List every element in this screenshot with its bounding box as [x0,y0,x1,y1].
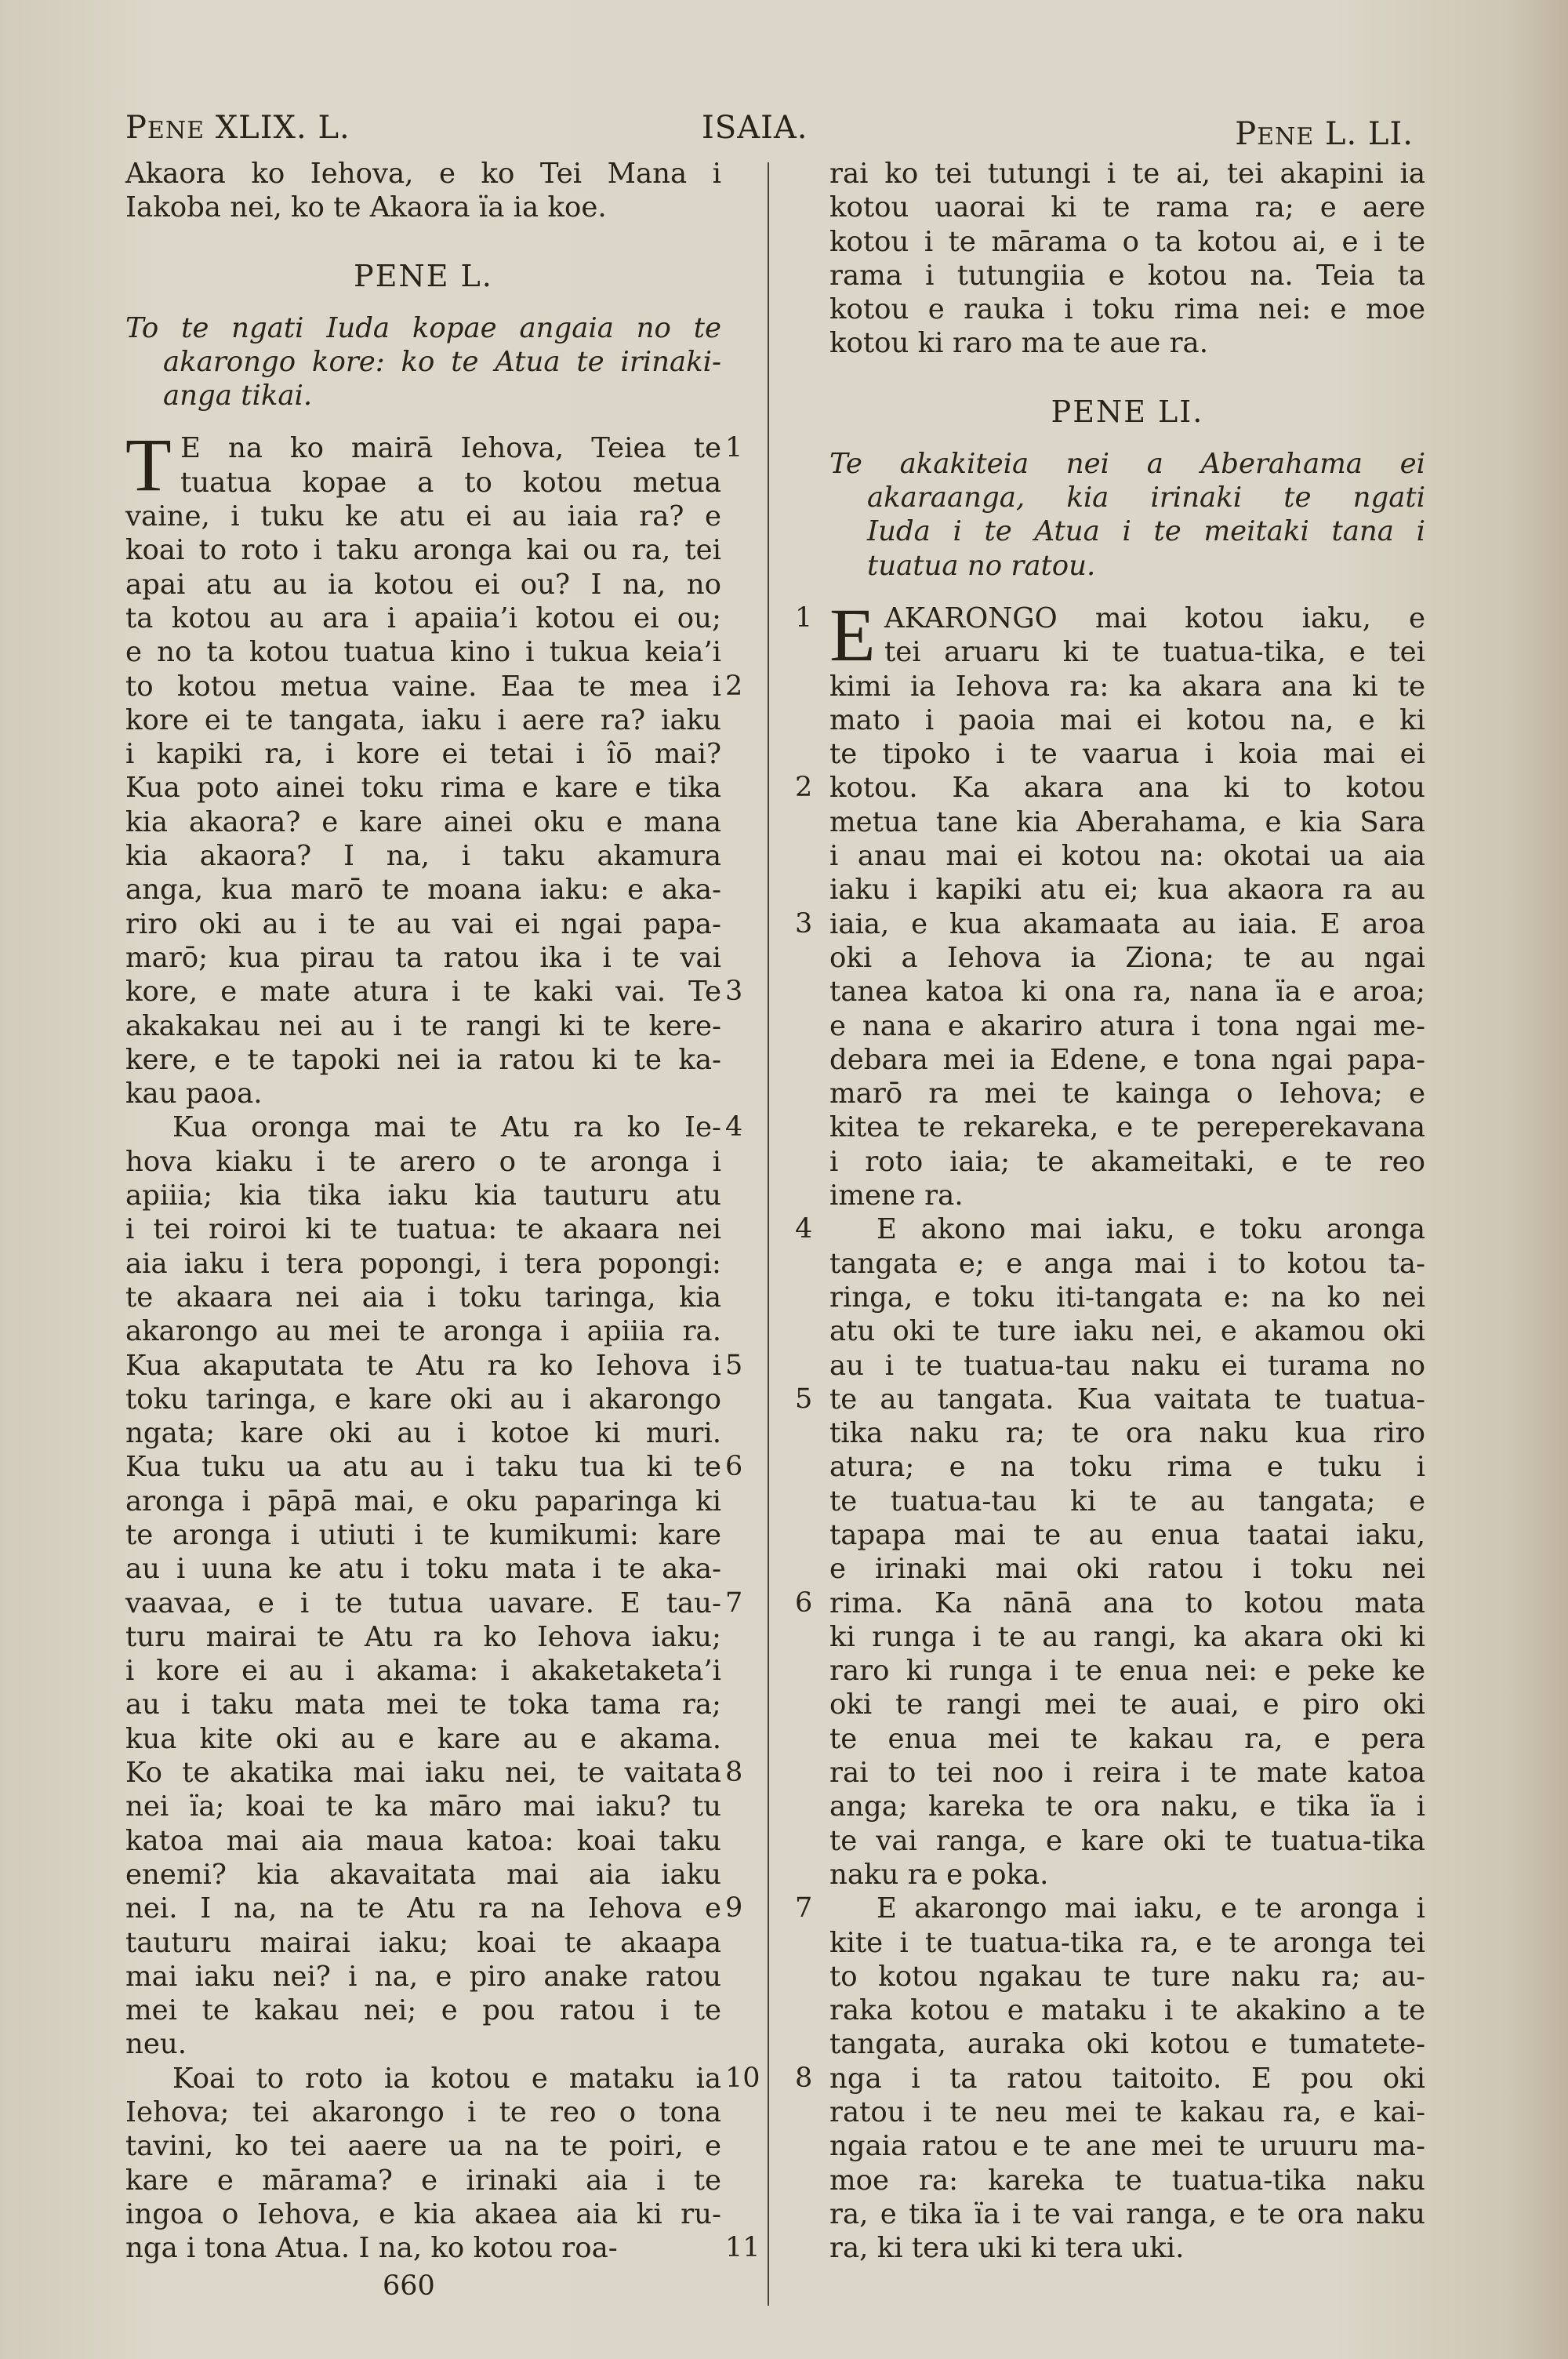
verse-number: 1 [725,432,743,464]
verse-text-line: au i taku mata mei te toka tama ra; [125,1688,721,1721]
verse-text-line: toku taringa, e kare oki au i akarongo [125,1383,721,1416]
verse-text-line: mai iaku nei? i na, e piro anake ratou [125,1960,721,1993]
verse-text-line: ra, e tika ïa i te vai ranga, e te ora naku [829,2197,1425,2230]
drop-cap: T [125,423,172,507]
verse-number: 5 [795,1383,813,1415]
verse-text-line: koai to roto i taku aronga kai ou ra, tei [125,534,721,567]
verse-text-line: imene ra. [829,1180,964,1212]
verse-number: 3 [795,907,813,940]
verse-text-line: e irinaki mai oki ratou i toku nei [829,1553,1425,1586]
verse-text-line: kite i te tuatua-tika ra, e te aronga tei [829,1926,1425,1959]
verse-text-line: debara mei ia Edene, e tona ngai papa- [829,1043,1425,1076]
verse-text-line: te akaara nei aia i toku taringa, kia [125,1281,721,1314]
verse-text-line: i anau mai ei kotou na: okotai ua aia [829,840,1425,873]
verse-text-line: Koai to roto ia kotou e mataku ia [172,2062,721,2095]
verse-text-line: to kotou metua vaine. Eaa te mea i [125,670,721,703]
verse-text-line: te tuatua-tau ki te au tangata; e [829,1485,1425,1518]
verse-text-line: ngata; kare oki au i kotoe ki muri. [125,1417,721,1450]
verse-text-line: turu mairai te Atu ra ko Iehova iaku; [125,1620,721,1653]
text-line: rai ko tei tutungi i te ai, tei akapini ia [829,158,1425,190]
text-line: Akaora ko Iehova, e ko Tei Mana i [125,158,721,190]
verse-text-line: atu oki te ture iaku nei, e akamou oki [829,1315,1425,1348]
verse-text-line: kotou. Ka akara ana ki to kotou [829,772,1425,805]
verse-text-line: iaia, e kua akamaata au iaia. E aroa [829,907,1425,940]
verse-text-line: kore, e mate atura i te kaki vai. Te [125,976,721,1009]
running-head-right-initial: P [1235,116,1258,152]
verse-text-line: akarongo au mei te aronga i apiiia ra. [125,1315,721,1348]
verse-text-line: AKARONGO mai kotou iaku, e [884,602,1425,634]
verse-text-line: E na ko mairā Iehova, Teiea te [180,432,721,465]
summary-line: Te akakiteia nei a Aberahama ei [829,447,1425,480]
verse-number: 2 [795,772,813,804]
verse-text-line: Ko te akatika mai iaku nei, te vaitata [125,1757,721,1790]
running-head-right [1235,116,1414,152]
verse-text-line: neu. [125,2028,187,2061]
verse-text-line: apiiia; kia tika iaku kia tauturu atu [125,1180,721,1212]
verse-text-line: akakakau nei au i te rangi ki te kere- [125,1009,721,1042]
left-column [125,157,760,2266]
running-head-left-smallcaps: ENE [147,117,205,144]
chapter-heading-50: PENE L. [354,258,493,293]
verse-text-line: rai to tei noo i reira i te mate katoa [829,1757,1425,1790]
verse-text-line: nei. I na, na te Atu ra na Iehova e [125,1892,721,1925]
verse-text-line: kitea te rekareka, e te pereperekavana [829,1111,1425,1144]
verse-text-line: tuatua kopae a to kotou metua [180,466,721,499]
verse-text-line: kore ei te tangata, iaku i aere ra? iaku [125,703,721,736]
text-line: kotou uaorai ki te rama ra; e aere [829,191,1425,224]
verse-text-line: Kua oronga mai te Atu ra ko Ie- [172,1111,721,1144]
summary-line: anga tikai. [163,380,313,413]
verse-text-line: kua kite oki au e kare au e akama. [125,1722,721,1755]
verse-text-line: aia iaku i tera popongi, i tera popongi: [125,1247,721,1280]
verse-text-line: marō ra mei te kainga o Iehova; e [829,1078,1425,1110]
verse-text-line: to kotou ngakau te ture naku ra; au- [829,1960,1425,1993]
verse-number: 8 [725,1757,743,1789]
verse-text-line: riro oki au i te au vai ei ngai papa- [125,907,721,940]
summary-line: Iuda i te Atua i te meitaki tana i [867,515,1425,548]
verse-text-line: mei te kakau nei; e pou ratou i te [125,1994,721,2027]
verse-text-line: tika naku ra; te ora naku kua riro [829,1417,1425,1450]
verse-text-line: Kua tuku ua atu au i taku tua ki te [125,1451,721,1484]
running-head-left-chapters: XLIX. L. [204,110,350,146]
verse-text-line: raro ki runga i te enua nei: e peke ke [829,1655,1425,1688]
verse-text-line: au i uuna ke atu i toku mata i te aka- [125,1553,721,1586]
verse-text-line: raka kotou e mataku i te akakino a te [829,1994,1425,2027]
verse-text-line: hova kiaku i te arero o te aronga i [125,1145,721,1178]
verse-text-line: moe ra: kareka te tuatua-tika naku [829,2164,1425,2197]
verse-number: 4 [795,1213,813,1245]
verse-number: 10 [725,2062,760,2094]
summary-line: tuatua no ratou. [867,549,1096,582]
right-column [795,157,1425,2266]
verse-text-line: Kua akaputata te Atu ra ko Iehova i [125,1349,721,1382]
text-line: Iakoba nei, ko te Akaora ïa ia koe. [125,191,607,224]
verse-text-line: tangata e; e anga mai i to kotou ta- [829,1247,1425,1280]
verse-text-line: tanea katoa ki ona ra, nana ïa e aroa; [829,976,1425,1009]
verse-text-line: i roto iaia; te akameitaki, e te reo [829,1145,1425,1178]
verse-text-line: i tei roiroi ki te tuatua: te akaara nei [125,1213,721,1246]
verse-text-line: Kua poto ainei toku rima e kare e tika [125,772,721,805]
verse-text-line: te enua mei te kakau ra, e pera [829,1722,1425,1755]
verse-number: 4 [725,1111,743,1143]
verse-text-line: kare e mārama? e irinaki aia i te [125,2164,721,2197]
verse-text-line: e nana e akariro atura i tona ngai me- [829,1009,1425,1042]
verse-number: 9 [725,1892,743,1925]
verse-number: 5 [725,1349,743,1381]
verse-text-line: ta kotou au ara i apaiia’i kotou ei ou; [125,602,721,634]
verse-text-line: kau paoa. [125,1078,263,1110]
verse-text-line: atura; e na toku rima e tuku i [829,1451,1425,1484]
running-head-right-chapters: L. LI. [1314,116,1414,152]
verse-text-line: vaavaa, e i te tutua uavare. E tau- [125,1587,721,1619]
verse-text-line: anga; kareka te ora naku, e tika ïa i [829,1790,1425,1823]
verse-text-line: vaine, i tuku ke atu ei au iaia ra? e [125,500,721,533]
running-head-left-initial: P [125,110,147,146]
verse-text-line: kia akaora? I na, i taku akamura [125,840,721,873]
verse-text-line: oki te rangi mei te auai, e piro oki [829,1688,1425,1721]
chapter-heading-51: PENE LI. [1051,394,1204,429]
verse-text-line: tavini, ko tei aaere ua na te poiri, e [125,2130,721,2163]
running-head [125,110,1414,157]
drop-cap: E [829,592,876,677]
verse-text-line: mato i paoia mai ei kotou na, e ki [829,703,1425,736]
verse-number: 7 [725,1587,743,1619]
chapter-49-continuation [125,157,721,225]
verse-text-line: iaku i kapiki atu ei; kua akaora ra au [829,874,1425,907]
page-number: 660 [383,2270,435,2302]
verse-text-line: ki runga i te au rangi, ka akara oki ki [829,1620,1425,1653]
verse-text-line: E akarongo mai iaku, e te aronga i [877,1892,1425,1925]
verse-number: 1 [795,602,813,634]
verse-text-line: tapapa mai te au enua taatai iaku, [829,1518,1425,1551]
verse-text-line: anga, kua marō te moana iaku: e aka- [125,874,721,907]
verse-text-line: ngaia ratou e te ane mei te uruuru ma- [829,2130,1425,2163]
verse-number: 3 [725,976,743,1008]
chapter-51-body [795,592,1425,2266]
verse-text-line: te au tangata. Kua vaitata te tuatua- [829,1383,1425,1416]
verse-text-line: tauturu mairai iaku; koai te akaapa [125,1926,721,1959]
verse-text-line: te vai ranga, e kare oki te tuatua-tika [829,1824,1425,1857]
verse-text-line: Iehova; tei akarongo i te reo o tona [125,2096,721,2129]
verse-text-line: metua tane kia Aberahama, e kia Sara [829,805,1425,838]
chapter-summary-50 [125,311,721,413]
running-head-right-smallcaps: ENE [1257,123,1315,151]
verse-text-line: te aronga i utiuti i te kumikumi: kare [125,1518,721,1551]
chapter-50-continuation [829,157,1425,361]
verse-text-line: naku ra e poka. [829,1858,1049,1891]
verse-text-line: ingoa o Iehova, e kia akaea aia ki ru- [125,2197,721,2230]
verse-number: 11 [725,2232,760,2264]
verse-text-line: tangata, auraka oki kotou e tumatete- [829,2028,1425,2061]
column-divider [768,162,769,2306]
verse-text-line: e no ta kotou tuatua kino i tukua keia’i [125,636,721,669]
verse-text-line: oki a Iehova ia Ziona; te au ngai [829,941,1425,974]
verse-number: 6 [795,1587,813,1619]
verse-text-line: i kapiki ra, i kore ei tetai i îō mai? [125,738,721,771]
verse-text-line: rima. Ka nānā ana to kotou mata [829,1587,1425,1619]
verse-text-line: ringa, e toku iti-tangata e: na ko nei [829,1281,1425,1314]
text-line: kotou e rauka i toku rima nei: e moe [829,293,1425,326]
text-line: kotou i te mārama o ta kotou ai, e i te [829,225,1425,258]
verse-text-line: nei ïa; koai te ka māro mai iaku? tu [125,1790,721,1823]
verse-number: 2 [725,670,743,702]
chapter-50-body [125,423,760,2265]
text-line: rama i tutungiia e kotou na. Teia ta [829,259,1425,292]
verse-text-line: enemi? kia akavaitata mai aia iaku [125,1858,721,1891]
verse-text-line: au i te tuatua-tau naku ei turama no [829,1349,1425,1382]
verse-text-line: kere, e te tapoki nei ia ratou ki te ka- [125,1043,721,1076]
verse-text-line: nga i ta ratou taitoito. E pou oki [829,2062,1425,2095]
verse-text-line: i kore ei au i akama: i akaketaketa’i [125,1655,721,1688]
verse-text-line: katoa mai aia maua katoa: koai taku [125,1824,721,1857]
verse-text-line: ratou i te neu mei te kakau ra, e kai- [829,2096,1425,2129]
book-title: ISAIA. [702,110,808,146]
verse-text-line: apai atu au ia kotou ei ou? I na, no [125,568,721,601]
summary-line: akarongo kore: ko te Atua te irinaki- [163,345,721,378]
chapter-summary-51 [829,447,1425,583]
text-line: kotou ki raro ma te aue ra. [829,327,1208,360]
verse-number: 6 [725,1451,743,1483]
verse-text-line: ra, ki tera uki ki tera uki. [829,2232,1185,2265]
verse-text-line: nga i tona Atua. I na, ko kotou roa- [125,2232,618,2265]
verse-text-line: tei aruaru ki te tuatua-tika, e tei [884,636,1425,669]
verse-text-line: aronga i pāpā mai, e oku paparinga ki [125,1485,721,1518]
verse-number: 8 [795,2062,813,2094]
verse-text-line: E akono mai iaku, e toku aronga [877,1213,1425,1246]
verse-text-line: marō; kua pirau ta ratou ika i te vai [125,941,721,974]
verse-text-line: te tipoko i te vaarua i koia mai ei [829,738,1425,771]
summary-line: To te ngati Iuda kopae angaia no te [125,311,721,344]
summary-line: akaraanga, kia irinaki te ngati [867,482,1425,514]
running-head-left [125,110,350,146]
verse-text-line: kimi ia Iehova ra: ka akara ana ki te [829,670,1425,703]
verse-text-line: kia akaora? e kare ainei oku e mana [125,805,721,838]
verse-number: 7 [795,1892,813,1925]
